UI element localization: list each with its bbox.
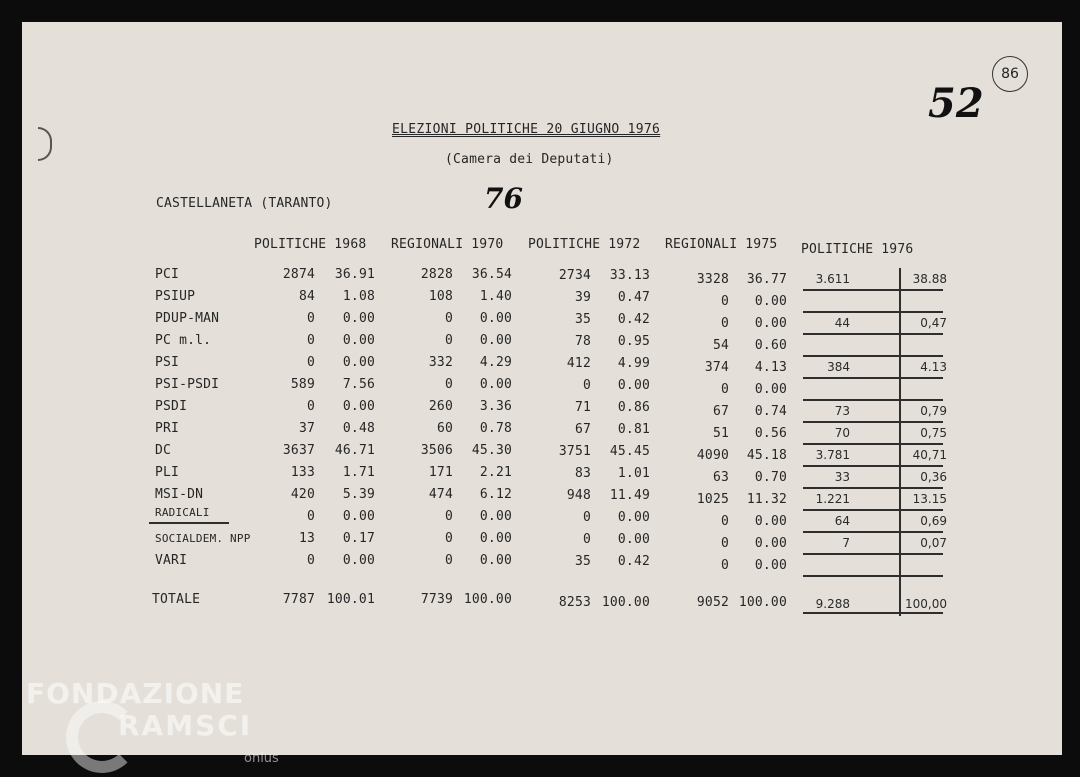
vote-percent: 33.13 bbox=[609, 268, 650, 283]
vote-percent: 0.17 bbox=[342, 531, 375, 546]
handwritten-vote-count: 384 bbox=[827, 360, 850, 374]
binding-mark bbox=[38, 127, 52, 161]
vote-percent: 45.18 bbox=[746, 448, 787, 463]
party-name: PCI bbox=[155, 267, 180, 282]
underline-mark bbox=[149, 522, 229, 524]
handwritten-vote-count: 7 bbox=[842, 536, 850, 550]
vote-percent: 0.74 bbox=[754, 404, 787, 419]
vote-percent: 2.21 bbox=[479, 465, 512, 480]
vote-count: 78 bbox=[574, 334, 591, 349]
vote-count: 1025 bbox=[696, 492, 729, 507]
handwritten-row-line bbox=[803, 399, 943, 401]
vote-count: 0 bbox=[720, 316, 729, 331]
vote-percent: 0.00 bbox=[617, 378, 650, 393]
vote-percent: 0.42 bbox=[617, 554, 650, 569]
handwritten-vote-count: 3.611 bbox=[815, 272, 850, 286]
vote-count: 0 bbox=[306, 399, 315, 414]
total-vote-percent: 100.00 bbox=[738, 595, 787, 610]
vote-percent: 0.00 bbox=[479, 509, 512, 524]
handwritten-row-line bbox=[803, 531, 943, 533]
vote-count: 260 bbox=[428, 399, 453, 414]
vote-count: 63 bbox=[712, 470, 729, 485]
vote-percent: 0.42 bbox=[617, 312, 650, 327]
handwritten-row-line bbox=[803, 465, 943, 467]
vote-percent: 36.54 bbox=[471, 267, 512, 282]
vote-percent: 1.01 bbox=[617, 466, 650, 481]
handwritten-vote-count: 33 bbox=[834, 470, 850, 484]
party-name: DC bbox=[155, 443, 172, 458]
vote-percent: 0.00 bbox=[754, 382, 787, 397]
vote-count: 0 bbox=[444, 509, 453, 524]
vote-count: 71 bbox=[574, 400, 591, 415]
vote-percent: 36.77 bbox=[746, 272, 787, 287]
vote-count: 412 bbox=[566, 356, 591, 371]
vote-percent: 0.00 bbox=[479, 311, 512, 326]
vote-percent: 46.71 bbox=[334, 443, 375, 458]
vote-percent: 5.39 bbox=[342, 487, 375, 502]
vote-percent: 0.00 bbox=[342, 509, 375, 524]
handwritten-row-line bbox=[803, 377, 943, 379]
vote-count: 0 bbox=[444, 531, 453, 546]
vote-percent: 0.60 bbox=[754, 338, 787, 353]
vote-percent: 0.70 bbox=[754, 470, 787, 485]
vote-count: 2734 bbox=[558, 268, 591, 283]
vote-percent: 1.08 bbox=[342, 289, 375, 304]
vote-count: 35 bbox=[574, 312, 591, 327]
party-name: PC m.l. bbox=[155, 333, 212, 348]
watermark-logo: FONDAZIONE RAMSCI onlus bbox=[26, 677, 296, 777]
vote-percent: 0.95 bbox=[617, 334, 650, 349]
vote-count: 84 bbox=[298, 289, 315, 304]
vote-count: 60 bbox=[436, 421, 453, 436]
vote-percent: 0.00 bbox=[479, 531, 512, 546]
archive-number: 86 bbox=[992, 56, 1028, 92]
vote-percent: 45.45 bbox=[609, 444, 650, 459]
total-label: TOTALE bbox=[152, 592, 201, 607]
vote-count: 51 bbox=[712, 426, 729, 441]
handwritten-row-line bbox=[803, 575, 943, 577]
document-subtitle: (Camera dei Deputati) bbox=[445, 152, 614, 167]
handwritten-row-line bbox=[803, 509, 943, 511]
vote-percent: 4.99 bbox=[617, 356, 650, 371]
handwritten-vote-percent: 0,79 bbox=[920, 404, 947, 418]
handwritten-row-line bbox=[803, 355, 943, 357]
handwritten-row-line bbox=[803, 553, 943, 555]
vote-count: 0 bbox=[720, 558, 729, 573]
vote-count: 3506 bbox=[420, 443, 453, 458]
vote-count: 37 bbox=[298, 421, 315, 436]
handwritten-vote-percent: 40,71 bbox=[912, 448, 947, 462]
column-header: POLITICHE 1976 bbox=[801, 242, 914, 257]
handwritten-total-count: 9.288 bbox=[815, 597, 850, 611]
handwritten-vote-count: 64 bbox=[834, 514, 850, 528]
vote-count: 0 bbox=[306, 553, 315, 568]
handwritten-vote-count: 70 bbox=[834, 426, 850, 440]
vote-percent: 4.29 bbox=[479, 355, 512, 370]
vote-percent: 0.81 bbox=[617, 422, 650, 437]
vote-percent: 0.47 bbox=[617, 290, 650, 305]
vote-percent: 7.56 bbox=[342, 377, 375, 392]
vote-percent: 4.13 bbox=[754, 360, 787, 375]
vote-count: 2874 bbox=[282, 267, 315, 282]
vote-percent: 0.00 bbox=[754, 294, 787, 309]
handwritten-total-line bbox=[803, 612, 943, 614]
vote-count: 2828 bbox=[420, 267, 453, 282]
vote-count: 374 bbox=[704, 360, 729, 375]
vote-count: 0 bbox=[306, 509, 315, 524]
party-name: PSI-PSDI bbox=[155, 377, 220, 392]
vote-count: 0 bbox=[582, 510, 591, 525]
handwritten-vote-percent: 0,36 bbox=[920, 470, 947, 484]
handwritten-row-line bbox=[803, 333, 943, 335]
page-number: 52 bbox=[928, 80, 984, 127]
handwritten-row-line bbox=[803, 311, 943, 313]
handwritten-row-line bbox=[803, 487, 943, 489]
total-vote-count: 7739 bbox=[420, 592, 453, 607]
vote-count: 0 bbox=[720, 536, 729, 551]
vote-percent: 3.36 bbox=[479, 399, 512, 414]
party-name: VARI bbox=[155, 553, 188, 568]
handwritten-vote-percent: 13.15 bbox=[912, 492, 947, 506]
vote-percent: 0.00 bbox=[342, 355, 375, 370]
party-name: SOCIALDEM. NPP bbox=[155, 532, 251, 545]
handwritten-vote-percent: 0,75 bbox=[920, 426, 947, 440]
vote-count: 133 bbox=[290, 465, 315, 480]
column-header: REGIONALI 1975 bbox=[665, 237, 778, 252]
handwritten-vote-percent: 4.13 bbox=[920, 360, 947, 374]
handwritten-vote-count: 73 bbox=[834, 404, 850, 418]
party-name: PSI bbox=[155, 355, 180, 370]
vote-count: 474 bbox=[428, 487, 453, 502]
total-vote-percent: 100.01 bbox=[326, 592, 375, 607]
vote-count: 589 bbox=[290, 377, 315, 392]
vote-count: 3328 bbox=[696, 272, 729, 287]
document-title: ELEZIONI POLITICHE 20 GIUGNO 1976 bbox=[392, 122, 661, 137]
vote-percent: 0.00 bbox=[754, 316, 787, 331]
handwritten-vote-percent: 38.88 bbox=[912, 272, 947, 286]
handwritten-vote-count: 3.781 bbox=[815, 448, 850, 462]
party-name: RADICALI bbox=[155, 506, 210, 519]
vote-count: 39 bbox=[574, 290, 591, 305]
vote-count: 0 bbox=[444, 377, 453, 392]
vote-percent: 11.49 bbox=[609, 488, 650, 503]
vote-count: 3751 bbox=[558, 444, 591, 459]
vote-count: 0 bbox=[582, 378, 591, 393]
vote-percent: 0.00 bbox=[479, 553, 512, 568]
vote-percent: 45.30 bbox=[471, 443, 512, 458]
handwritten-vote-percent: 0,07 bbox=[920, 536, 947, 550]
column-header: REGIONALI 1970 bbox=[391, 237, 504, 252]
total-vote-percent: 100.00 bbox=[601, 595, 650, 610]
party-name: PRI bbox=[155, 421, 180, 436]
vote-count: 0 bbox=[306, 355, 315, 370]
column-header: POLITICHE 1968 bbox=[254, 237, 367, 252]
vote-count: 171 bbox=[428, 465, 453, 480]
vote-count: 108 bbox=[428, 289, 453, 304]
vote-percent: 36.91 bbox=[334, 267, 375, 282]
party-name: PSDI bbox=[155, 399, 188, 414]
vote-percent: 1.71 bbox=[342, 465, 375, 480]
handwritten-vote-count: 44 bbox=[834, 316, 850, 330]
vote-count: 0 bbox=[306, 311, 315, 326]
handwritten-row-line bbox=[803, 443, 943, 445]
vote-count: 0 bbox=[582, 532, 591, 547]
party-name: PDUP-MAN bbox=[155, 311, 220, 326]
vote-percent: 0.00 bbox=[754, 558, 787, 573]
vote-count: 35 bbox=[574, 554, 591, 569]
handwritten-row-line bbox=[803, 289, 943, 291]
vote-count: 0 bbox=[720, 514, 729, 529]
handwritten-column-divider bbox=[899, 268, 901, 616]
vote-count: 332 bbox=[428, 355, 453, 370]
vote-count: 0 bbox=[720, 294, 729, 309]
party-name: PLI bbox=[155, 465, 180, 480]
vote-count: 3637 bbox=[282, 443, 315, 458]
total-vote-count: 7787 bbox=[282, 592, 315, 607]
vote-percent: 11.32 bbox=[746, 492, 787, 507]
vote-percent: 0.00 bbox=[479, 377, 512, 392]
vote-percent: 0.00 bbox=[342, 553, 375, 568]
vote-percent: 1.40 bbox=[479, 289, 512, 304]
vote-count: 0 bbox=[306, 333, 315, 348]
handwritten-vote-percent: 0,47 bbox=[920, 316, 947, 330]
vote-count: 0 bbox=[444, 333, 453, 348]
vote-count: 67 bbox=[712, 404, 729, 419]
location-label: CASTELLANETA (TARANTO) bbox=[156, 196, 333, 211]
vote-percent: 0.00 bbox=[617, 532, 650, 547]
vote-count: 54 bbox=[712, 338, 729, 353]
party-name: PSIUP bbox=[155, 289, 196, 304]
vote-count: 0 bbox=[444, 553, 453, 568]
vote-percent: 0.00 bbox=[342, 311, 375, 326]
column-header: POLITICHE 1972 bbox=[528, 237, 641, 252]
vote-percent: 0.86 bbox=[617, 400, 650, 415]
vote-count: 67 bbox=[574, 422, 591, 437]
vote-percent: 0.00 bbox=[754, 514, 787, 529]
vote-percent: 0.78 bbox=[479, 421, 512, 436]
vote-count: 420 bbox=[290, 487, 315, 502]
vote-count: 83 bbox=[574, 466, 591, 481]
document-code: 76 bbox=[484, 182, 523, 215]
vote-count: 4090 bbox=[696, 448, 729, 463]
vote-count: 948 bbox=[566, 488, 591, 503]
vote-percent: 6.12 bbox=[479, 487, 512, 502]
vote-count: 0 bbox=[720, 382, 729, 397]
vote-percent: 0.48 bbox=[342, 421, 375, 436]
handwritten-vote-percent: 0,69 bbox=[920, 514, 947, 528]
party-name: MSI-DN bbox=[155, 487, 204, 502]
vote-percent: 0.00 bbox=[754, 536, 787, 551]
vote-percent: 0.00 bbox=[479, 333, 512, 348]
handwritten-row-line bbox=[803, 421, 943, 423]
total-vote-count: 8253 bbox=[558, 595, 591, 610]
vote-percent: 0.00 bbox=[617, 510, 650, 525]
total-vote-percent: 100.00 bbox=[463, 592, 512, 607]
document-page bbox=[22, 22, 1062, 766]
handwritten-vote-count: 1.221 bbox=[815, 492, 850, 506]
total-vote-count: 9052 bbox=[696, 595, 729, 610]
handwritten-total-percent: 100,00 bbox=[905, 597, 947, 611]
vote-count: 0 bbox=[444, 311, 453, 326]
vote-percent: 0.00 bbox=[342, 399, 375, 414]
vote-count: 13 bbox=[298, 531, 315, 546]
vote-percent: 0.56 bbox=[754, 426, 787, 441]
vote-percent: 0.00 bbox=[342, 333, 375, 348]
